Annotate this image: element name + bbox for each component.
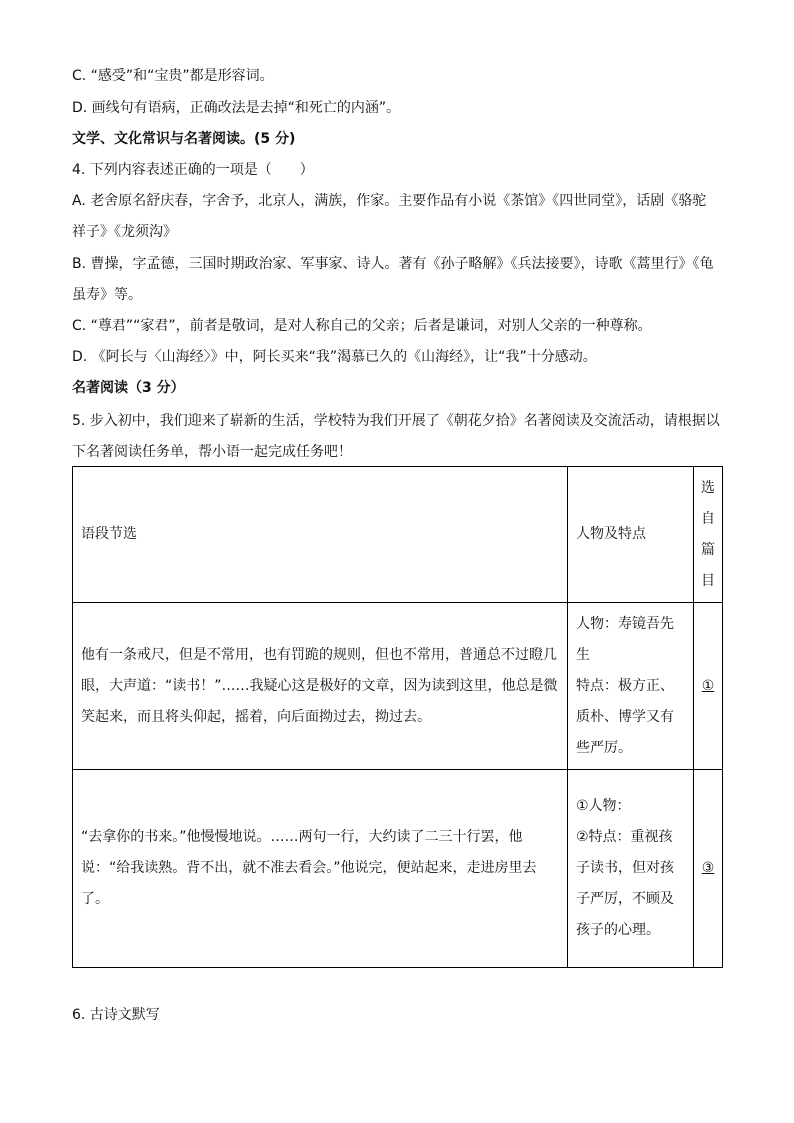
table-header-row <box>73 467 723 603</box>
header-source-cell <box>694 467 723 603</box>
option-c-line: C. “感受”和“宝贵”都是形容词。 <box>72 68 274 84</box>
question-5-line1: 5. 步入初中，我们迎来了崭新的生活，学校特为我们开展了《朝花夕拾》名著阅读及交流活动，请根据以 <box>72 413 720 429</box>
row2-character-name: ①人物： <box>576 798 631 814</box>
question-6: 6. 古诗文默写 <box>72 1007 160 1023</box>
question-4-stem: 4. 下列内容表述正确的一项是（ ） <box>72 162 314 178</box>
row2-passage: “去拿你的书来。”他慢慢地说。……两句一行，大约读了二三十行罢，他说：“给我读熟。背不出，就不准去看会。”他说完，便站起来，走进房里去了。 <box>73 770 568 968</box>
row2-source-cell <box>694 770 723 968</box>
header-source: 选自篇目 <box>701 479 715 589</box>
question-4-option-a-line2: 祥子》《龙须沟》 <box>72 224 177 240</box>
row1-source-cell <box>694 603 723 770</box>
row1-character-traits: 特点：极方正、质朴、博学又有些严厉。 <box>576 677 674 756</box>
question-4-option-b-line1: B. 曹操，字孟德，三国时期政治家、军事家、诗人。著有《孙子略解》《兵法接要》，诗歌《蒿里行》《龟 <box>72 256 714 272</box>
row2-source: ③ <box>701 860 715 876</box>
row2-character-traits: ②特点：重视孩子读书，但对孩子严厉，不顾及孩子的心理。 <box>576 829 674 938</box>
row2-character-cell <box>568 770 694 968</box>
option-d-line: D. 画线句有语病，正确改法是去掉“和死亡的内涵”。 <box>72 100 401 116</box>
question-4-option-b-line2: 虽寿》等。 <box>72 287 142 303</box>
table-row <box>73 770 723 968</box>
section-heading: 文学、文化常识与名著阅读。(5 分) <box>72 131 296 147</box>
row1-character-cell <box>568 603 694 770</box>
question-4-option-c: C. “尊君”“家君”，前者是敬词，是对人称自己的父亲；后者是谦词，对别人父亲的一种尊称。 <box>72 318 652 334</box>
reading-task-table <box>72 466 723 968</box>
row1-character-name: 人物：寿镜吾先生 <box>576 615 674 663</box>
question-4-option-d: D. 《阿长与〈山海经〉》中，阿长买来“我”渴慕已久的《山海经》，让“我”十分感动。 <box>72 349 597 365</box>
row1-source: ① <box>701 677 715 694</box>
header-character: 人物及特点 <box>568 467 694 603</box>
row1-passage: 他有一条戒尺，但是不常用，也有罚跪的规则，但也不常用，普通总不过瞪几眼，大声道：“读书！”……我疑心这是极好的文章，因为读到这里，他总是微笑起来，而且将头仰起，摇着，向后面拗过去，拗过去。 <box>73 603 568 770</box>
question-5-line2: 下名著阅读任务单，帮小语一起完成任务吧！ <box>72 444 352 460</box>
header-passage: 语段节选 <box>73 467 568 603</box>
reading-heading: 名著阅读（3 分） <box>72 380 185 396</box>
question-4-option-a-line1: A. 老舍原名舒庆春，字舍予，北京人，满族，作家。主要作品有小说《茶馆》《四世同堂》，话剧《骆驼 <box>72 193 707 209</box>
table-row <box>73 603 723 770</box>
